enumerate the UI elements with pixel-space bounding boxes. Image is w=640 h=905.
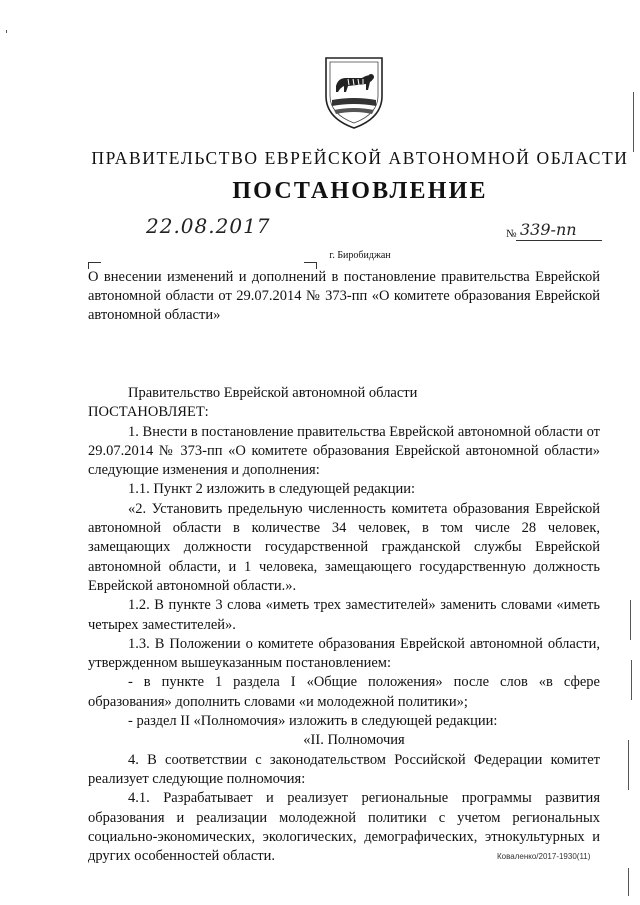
paragraph-1-3-a: - в пункте 1 раздела I «Общие положения» после слов «в сфере образования» дополнить словами «и молодежной политики»;: [88, 674, 600, 710]
date-handwritten: 22.08.2017: [146, 214, 271, 238]
section-heading: «II. Полномочия: [303, 732, 405, 749]
number-underline: [516, 240, 602, 241]
paragraph-1: 1. Внести в постановление правительства Еврейской автономной области от 29.07.2014 № 373-пп «О комитете образования Еврейской автономной области» следующие изменения и дополнения:: [88, 423, 600, 479]
scan-edge-mark: [631, 660, 632, 700]
document-subject: О внесении изменений и дополнений в постановление правительства Еврейской автономной области от 29.07.2014 № 373-пп «О комитете образования Еврейской автономной области»: [88, 269, 600, 323]
number-handwritten: 339-пп: [520, 220, 577, 239]
scan-edge-mark: [628, 868, 629, 896]
paragraph-1-3-b: - раздел II «Полномочия» изложить в следующей редакции:: [128, 713, 498, 730]
paragraph-4-1: 4.1. Разрабатывает и реализует региональные программы развития образования и реализации молодежной политики с учетом региональных социально-экономических, экологических, демографических, этнокультурных и других особенностей области.: [88, 790, 600, 865]
scan-edge-mark: [633, 92, 634, 152]
scan-edge-mark: [6, 30, 7, 33]
paragraph-1-3: 1.3. В Положении о комитете образования Еврейской автономной области, утвержденном вышеуказанным постановлением:: [88, 635, 600, 672]
paragraph-1-2: 1.2. В пункте 3 слова «иметь трех заместителей» заменить словами «иметь четырех заместителей».: [88, 597, 600, 633]
paragraph-4: 4. В соответствии с законодательством Российской Федерации комитет реализует следующие полномочия:: [88, 751, 600, 787]
document-type: ПОСТАНОВЛЕНИЕ: [232, 178, 488, 204]
government-title: ПРАВИТЕЛЬСТВО ЕВРЕЙСКОЙ АВТОНОМНОЙ ОБЛАСТИ: [91, 148, 629, 168]
number-label: №: [506, 228, 517, 240]
coat-of-arms-tiger-icon: [322, 56, 386, 130]
document-body: [88, 384, 600, 866]
paragraph-1-1-text: «2. Установить предельную численность комитета образования Еврейской автономной области в количестве 34 человек, в том числе 28 человек, замещающих должности государственной гражданской службы Еврейской автономной области, и 1 человека, замещающего государственную должность Еврейской автономной области.».: [88, 500, 600, 594]
scan-edge-mark: [628, 740, 629, 790]
scan-edge-mark: [630, 600, 631, 640]
paragraph-1-1: 1.1. Пункт 2 изложить в следующей редакции:: [128, 481, 416, 498]
city: г. Биробиджан: [329, 250, 391, 261]
footer-code: Коваленко/2017-1930(11): [497, 852, 591, 861]
paragraph-preamble: Правительство Еврейской автономной области: [128, 385, 418, 401]
paragraph-resolves: ПОСТАНОВЛЯЕТ:: [88, 404, 209, 421]
